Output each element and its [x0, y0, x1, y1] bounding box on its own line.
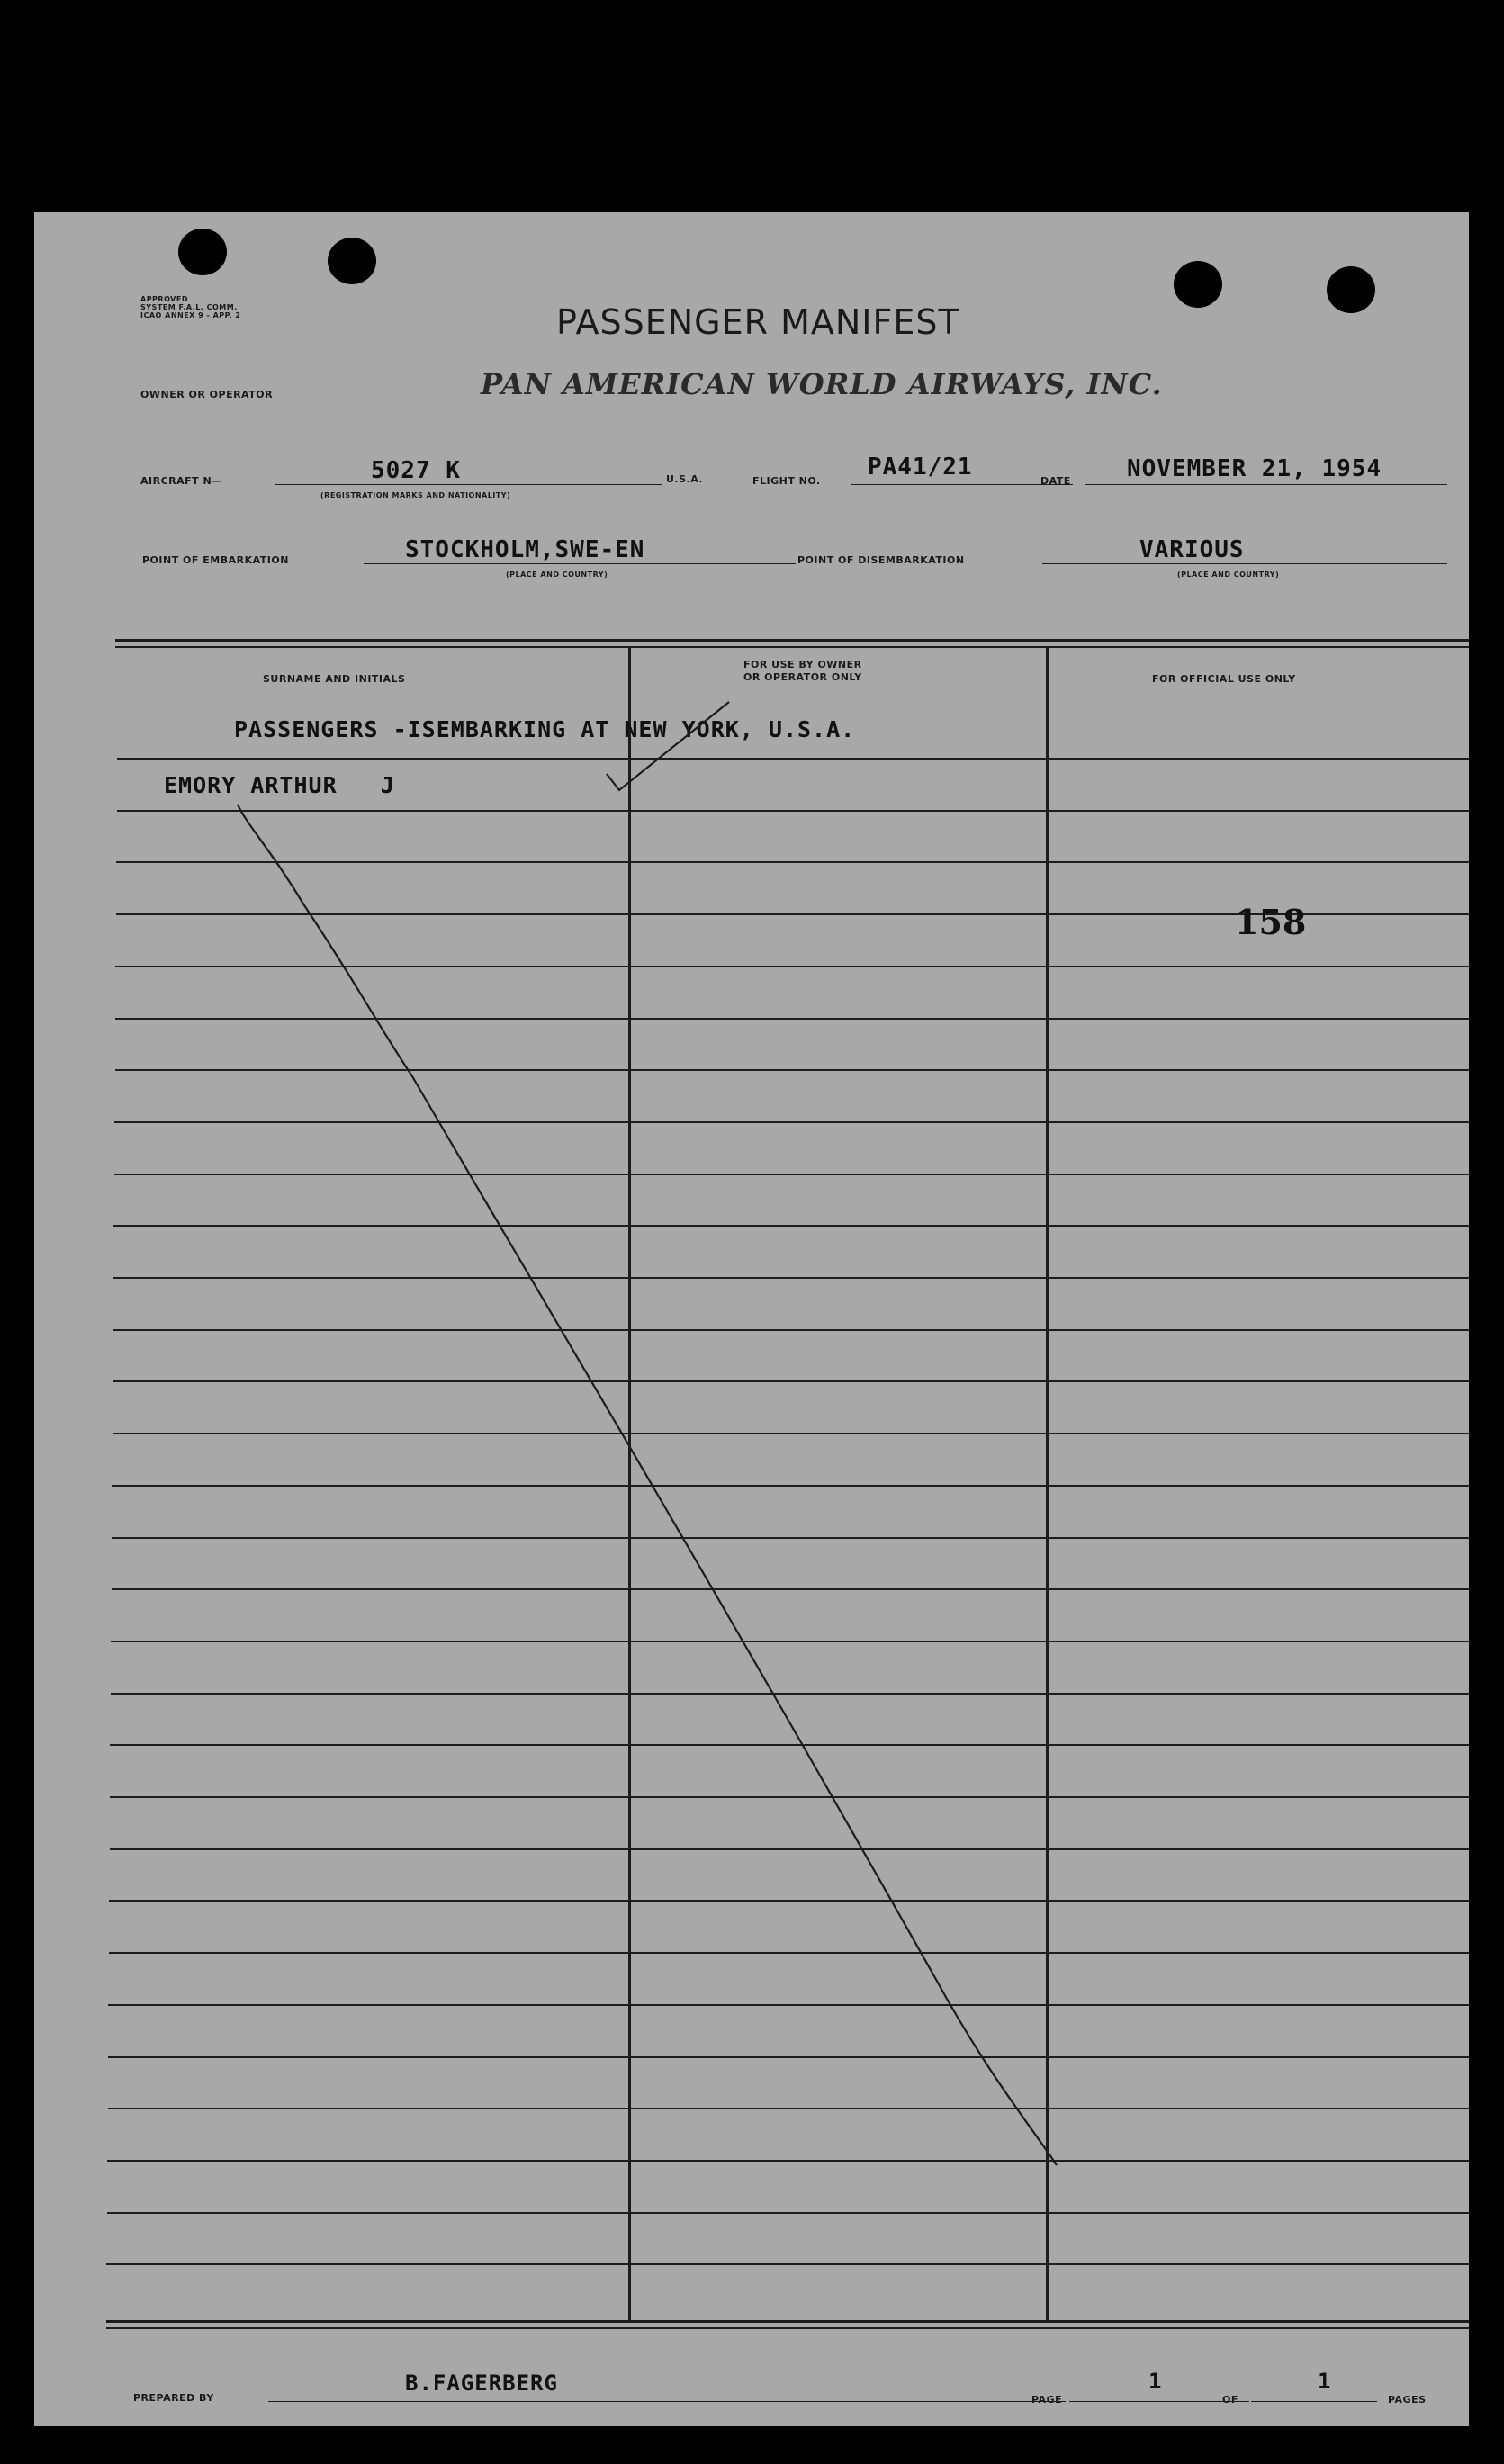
disembark-value: VARIOUS	[1139, 536, 1245, 563]
passenger-name: EMORY ARTHUR J	[164, 772, 395, 798]
owner-label: OWNER OR OPERATOR	[140, 389, 274, 400]
of-underline	[1251, 2401, 1377, 2402]
col-header-owner-line2: OR OPERATOR ONLY	[743, 671, 862, 683]
prepared-underline	[268, 2401, 1066, 2402]
disembark-label: POINT OF DISEMBARKATION	[797, 554, 965, 566]
passenger-subheading: PASSENGERS -ISEMBARKING AT NEW YORK, U.S.A.	[234, 716, 856, 742]
table-bottom-rule	[106, 2320, 1469, 2323]
official-number: 158	[1235, 902, 1307, 942]
diagonal-cancel-line	[238, 805, 1057, 2165]
of-value: 1	[1318, 2369, 1332, 2394]
date-label: DATE	[1040, 475, 1071, 487]
embark-label: POINT OF EMBARKATION	[142, 554, 289, 566]
page-value: 1	[1148, 2369, 1163, 2394]
col-header-surname: SURNAME AND INITIALS	[263, 673, 406, 685]
date-value: NOVEMBER 21, 1954	[1127, 455, 1382, 482]
flight-label: FLIGHT NO.	[752, 475, 821, 487]
of-label: OF	[1222, 2394, 1238, 2406]
aircraft-label: AIRCRAFT N—	[140, 475, 222, 487]
disembark-caption: (PLACE AND COUNTRY)	[1177, 571, 1280, 579]
embark-value: STOCKHOLM,SWE-EN	[405, 536, 645, 563]
flight-value: PA41/21	[868, 454, 973, 481]
pages-label: PAGES	[1388, 2394, 1427, 2406]
approval-line: APPROVED	[140, 295, 188, 303]
page-title: PASSENGER MANIFEST	[556, 302, 960, 342]
col-header-official: FOR OFFICIAL USE ONLY	[1152, 673, 1296, 685]
owner-value: PAN AMERICAN WORLD AIRWAYS, INC.	[481, 367, 1163, 401]
approval-line: ICAO ANNEX 9 - APP. 2	[140, 311, 241, 319]
aircraft-value: 5027 K	[371, 457, 461, 484]
page-label: PAGE	[1031, 2394, 1063, 2406]
table-bottom-rule	[106, 2327, 1469, 2329]
manifest-sheet	[34, 212, 1469, 2426]
aircraft-caption: (REGISTRATION MARKS AND NATIONALITY)	[320, 491, 511, 499]
col-header-owner-line1: FOR USE BY OWNER	[743, 659, 862, 670]
usa-label: U.S.A.	[666, 473, 704, 485]
cancel-mark	[34, 212, 1469, 2426]
prepared-value: B.FAGERBERG	[405, 2370, 558, 2396]
check-mark	[607, 702, 729, 790]
prepared-label: PREPARED BY	[133, 2392, 214, 2404]
approval-line: SYSTEM F.A.L. COMM.	[140, 303, 238, 311]
embark-caption: (PLACE AND COUNTRY)	[506, 571, 608, 579]
